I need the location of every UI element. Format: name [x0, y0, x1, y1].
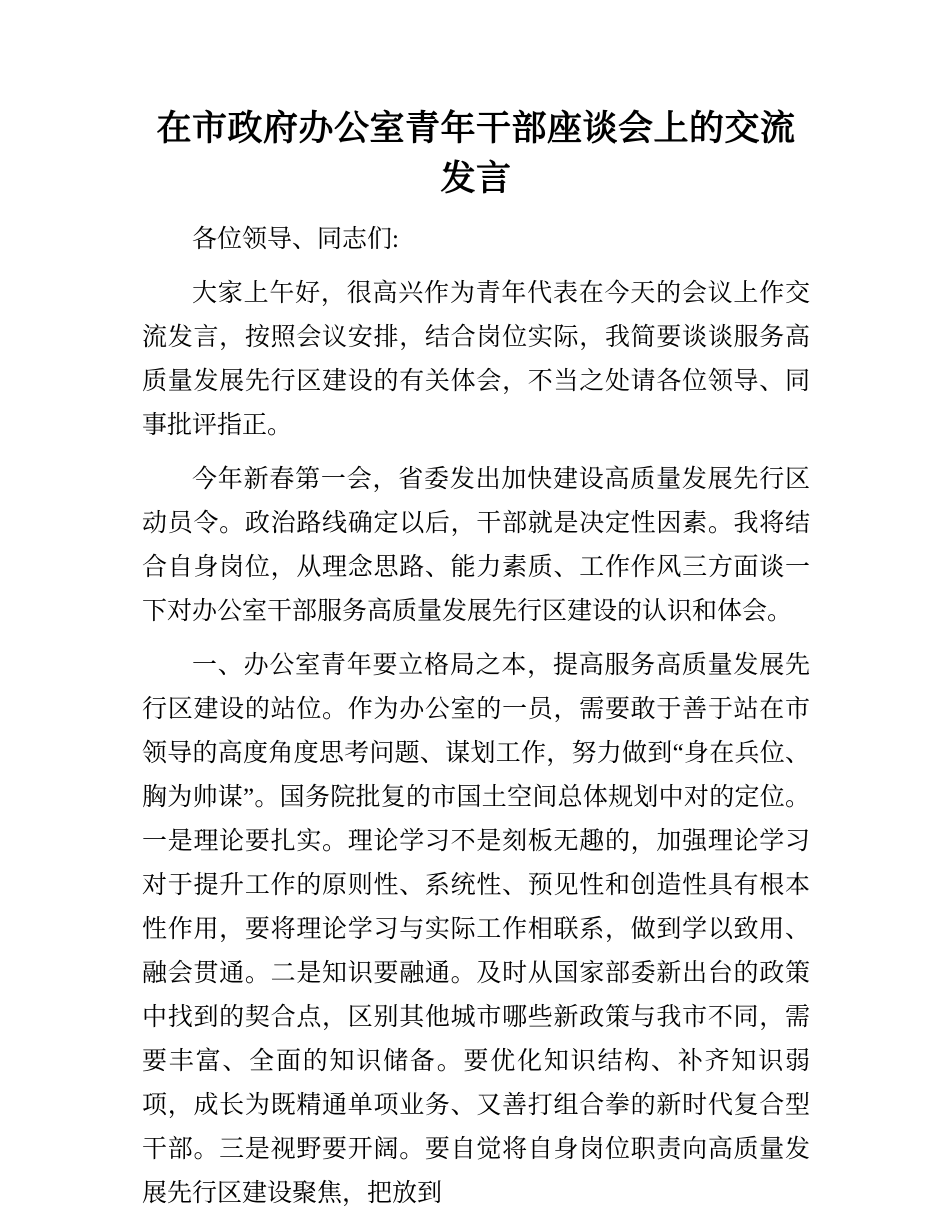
- paragraph-section-one: 一、办公室青年要立格局之本，提高服务高质量发展先行区建设的站位。作为办公室的一员，需要敢于善于站在市领导的高度角度思考问题、谋划工作，努力做到“身在兵位、胸为帅谋”。国务院批复的市国土空间总体规划中对的定位。一是理论要扎实。理论学习不是刻板无趣的，加强理论学习对于提升工作的原则性、系统性、预见性和创造性具有根本性作用，要将理论学习与实际工作相联系，做到学以致用、融会贯通。二是知识要融通。及时从国家部委新出台的政策中找到的契合点，区别其他城市哪些新政策与我市不同，需要丰富、全面的知识储备。要优化知识结构、补齐知识弱项，成长为既精通单项业务、又善打组合拳的新时代复合型干部。三是视野要开阔。要自觉将自身岗位职责向高质量发展先行区建设聚焦，把放到: [142, 652, 810, 1207]
- paragraph-context: 今年新春第一会，省委发出加快建设高质量发展先行区动员令。政治路线确定以后，干部就是决定性因素。我将结合自身岗位，从理念思路、能力素质、工作作风三方面谈一下对办公室干部服务高质量发展先行区建设的认识和体会。: [142, 466, 810, 625]
- document-title: 在市政府办公室青年干部座谈会上的交流发言: [156, 109, 796, 198]
- paragraph-opening: 大家上午好，很高兴作为青年代表在今天的会议上作交流发言，按照会议安排，结合岗位实际，我简要谈谈服务高质量发展先行区建设的有关体会，不当之处请各位领导、同事批评指正。: [142, 280, 810, 439]
- paragraph-salutation: 各位领导、同志们:: [192, 226, 399, 253]
- document-body: [142, 218, 810, 1216]
